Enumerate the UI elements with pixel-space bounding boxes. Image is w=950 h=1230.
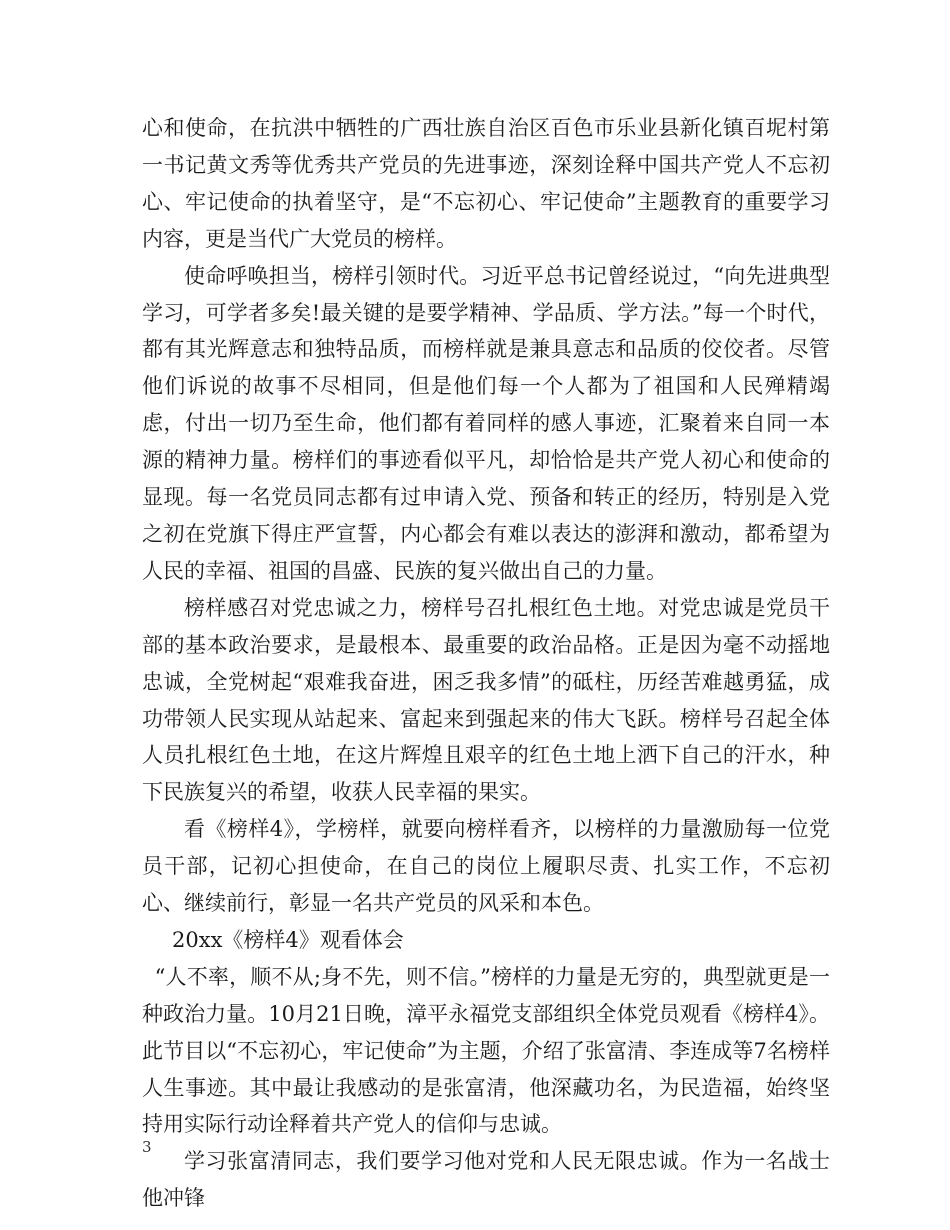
document-body [142,110,830,1217]
paragraph-loyalty: 榜样感召对党忠诚之力，榜样号召扎根红色土地。对党忠诚是党员干部的基本政治要求，是最根本、最重要的政治品格。正是因为毫不动摇地忠诚，全党树起“艰难我奋进，困乏我多情”的砥柱，历经苦难越勇猛，成功带领人民实现从站起来、富起来到强起来的伟大飞跃。榜样号召起全体人员扎根红色土地，在这片辉煌且艰辛的红色土地上洒下自己的汗水，种下民族复兴的希望，收获人民幸福的果实。 [142,595,830,805]
paragraph-continuation: 心和使命，在抗洪中牺牲的广西壮族自治区百色市乐业县新化镇百坭村第一书记黄文秀等优秀共产党员的先进事迹，深刻诠释中国共产党人不忘初心、牢记使命的执着坚守，是“不忘初心、牢记使命”主题教育的重要学习内容，更是当代广大党员的榜样。 [142,116,830,251]
paragraph-mission: 使命呼唤担当，榜样引领时代。习近平总书记曾经说过，“向先进典型学习，可学者多矣!最关键的是要学精神、学品质、学方法。”每一个时代，都有其光辉意志和独特品质，而榜样就是兼具意志和品质的佼佼者。尽管他们诉说的故事不尽相同，但是他们每一个人都为了祖国和人民殚精竭虑，付出一切乃至生命，他们都有着同样的感人事迹，汇聚着来自同一本源的精神力量。榜样们的事迹看似平凡，却恰恰是共产党人初心和使命的显现。每一名党员同志都有过申请入党、预备和转正的经历，特别是入党之初在党旗下得庄严宣誓，内心都会有难以表达的澎湃和激动，都希望为人民的幸福、祖国的昌盛、民族的复兴做出自己的力量。 [142,263,830,583]
page-number: 3 [142,1138,152,1156]
paragraph-quote: “人不率，顺不从;身不先，则不信。”榜样的力量是无穷的，典型就更是一种政治力量。10月21日晚，漳平永福党支部组织全体党员观看《榜样4》。此节目以“不忘初心，牢记使命”为主题，介绍了张富清、李连成等7名榜样人生事迹。其中最让我感动的是张富清，他深藏功名，为民造福，始终坚持用实际行动诠释着共产党人的信仰与忠诚。 [142,964,830,1137]
section-title: 20xx《榜样4》观看体会 [172,927,404,952]
paragraph-learn-zhang: 学习张富清同志，我们要学习他对党和人民无限忠诚。作为一名战士他冲锋 [142,1149,830,1211]
paragraph-watch-role-models: 看《榜样4》，学榜样，就要向榜样看齐，以榜样的力量激励每一位党员干部，记初心担使命，在自己的岗位上履职尽责、扎实工作，不忘初心、继续前行，彰显一名共产党员的风采和本色。 [142,817,830,916]
